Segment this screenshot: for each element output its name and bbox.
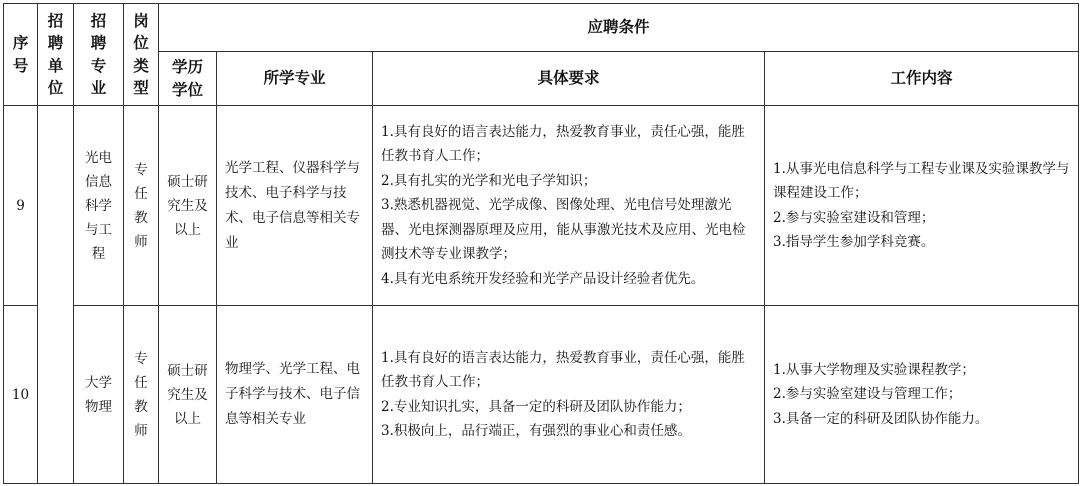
degree-cell: 硕士研究生及以上 (159, 106, 217, 306)
work-cell (765, 106, 1079, 306)
work-cell (765, 306, 1079, 484)
table-row (4, 106, 1079, 306)
header-seq: 序号 (4, 4, 38, 106)
work-item: 3.具备一定的科研及团队协作能力。 (773, 410, 989, 427)
header-degree: 学历学位 (159, 52, 217, 106)
seq-cell: 9 (4, 106, 38, 306)
header-requirements: 具体要求 (373, 52, 765, 106)
requirements-cell (373, 106, 765, 306)
work-item: 2.参与实验室建设和管理； (773, 209, 935, 226)
requirement-item: 1.具有良好的语言表达能力，热爱教育事业，责任心强，能胜任教书育人工作； (381, 123, 745, 165)
requirement-item: 3.熟悉机器视觉、光学成像、图像处理、光电信号处理激光器、光电探测器原理及应用，能从事激光技术及应用、光电检测技术等专业课教学； (381, 197, 746, 263)
specialty-cell: 光电信息科学与工程 (74, 106, 124, 306)
requirement-item: 3.积极向上，品行端正，有强烈的事业心和责任感。 (381, 423, 691, 439)
post-type-cell: 专任教师 (124, 306, 159, 484)
header-conditions: 应聘条件 (159, 4, 1079, 52)
recruitment-table (3, 3, 1079, 484)
work-item: 1.从事大学物理及实验课程教学； (773, 361, 975, 378)
table-row (4, 306, 1079, 484)
degree-cell: 硕士研究生及以上 (159, 306, 217, 484)
requirements-cell (373, 306, 765, 484)
requirement-item: 4.具有光电系统开发经验和光学产品设计经验者优先。 (381, 270, 705, 287)
work-item: 3.指导学生参加学科竞赛。 (773, 234, 935, 250)
work-item: 1.从事光电信息科学与工程专业课及实验课教学与课程建设工作； (773, 160, 1070, 201)
header-post-type: 岗位类型 (124, 4, 159, 106)
requirement-item: 2.专业知识扎实，具备一定的科研及团队协作能力； (381, 398, 691, 415)
post-type-cell: 专任教师 (124, 106, 159, 306)
header-unit: 招聘单位 (38, 4, 74, 106)
requirement-item: 2.具有扎实的光学和光电子学知识； (381, 172, 597, 189)
unit-cell (38, 106, 74, 484)
header-major: 所学专业 (217, 52, 373, 106)
major-cell: 光学工程、仪器科学与技术、电子科学与技术、电子信息等相关专业 (217, 106, 373, 306)
major-cell: 物理学、光学工程、电子科学与技术、电子信息等相关专业 (217, 306, 373, 484)
seq-cell: 10 (4, 306, 38, 484)
header-specialty: 招聘专业 (74, 4, 124, 106)
specialty-cell: 大学物理 (74, 306, 124, 484)
work-item: 2.参与实验室建设与管理工作； (773, 386, 962, 403)
requirement-item: 1.具有良好的语言表达能力，热爱教育事业，责任心强，能胜任教书育人工作； (381, 349, 745, 390)
header-work: 工作内容 (765, 52, 1079, 106)
